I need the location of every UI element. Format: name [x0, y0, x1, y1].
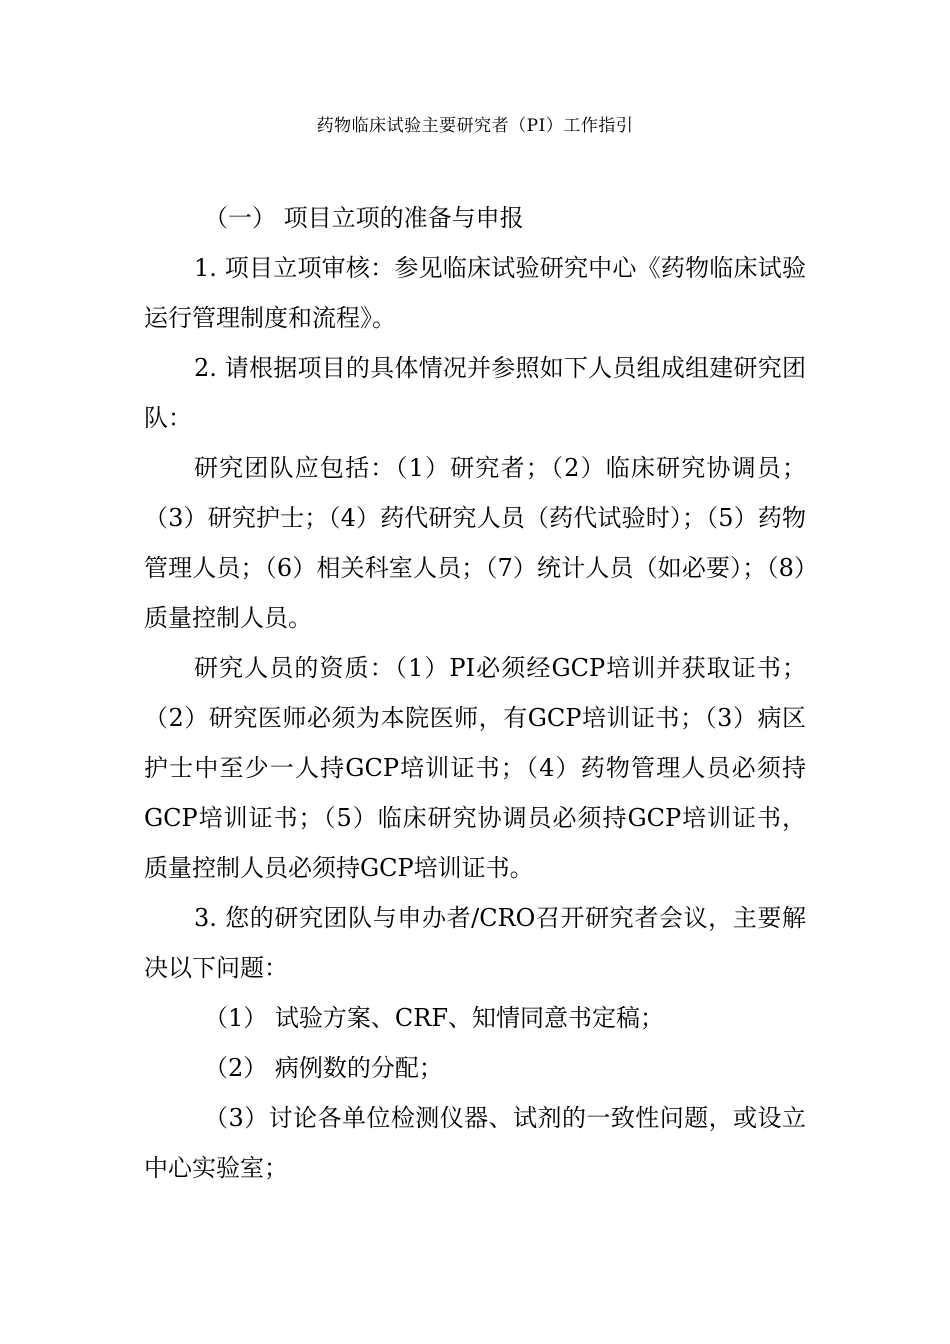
section-heading: （一） 项目立项的准备与申报	[204, 204, 524, 232]
paragraph-build-team: 2. 请根据项目的具体情况并参照如下人员组成组建研究团队：	[144, 354, 806, 432]
paragraph-qualifications: 研究人员的资质：（1）PI必须经GCP培训并获取证书；（2）研究医师必须为本院医师，有GCP培训证书；（3）病区护士中至少一人持GCP培训证书；（4）药物管理人员必须持GCP培训证书；（5）临床研究协调员必须持GCP培训证书，质量控制人员必须持GCP培训证书。	[144, 654, 806, 882]
document-body	[144, 193, 806, 1193]
list-item-protocol: （1） 试验方案、CRF、知情同意书定稿；	[204, 1004, 664, 1032]
document-title: 药物临床试验主要研究者（PI）工作指引	[316, 116, 634, 136]
paragraph-project-review: 1. 项目立项审核：参见临床试验研究中心《药物临床试验运行管理制度和流程》。	[144, 254, 806, 332]
paragraph-team-members: 研究团队应包括：（1）研究者；（2）临床研究协调员；（3）研究护士；（4）药代研究人员（药代试验时）；（5）药物管理人员；（6）相关科室人员；（7）统计人员（如必要）；（8）质量控制人员。	[144, 454, 806, 632]
list-item-lab-consistency: （3）讨论各单位检测仪器、试剂的一致性问题，或设立中心实验室；	[144, 1104, 806, 1182]
list-item-case-allocation: （2） 病例数的分配；	[204, 1054, 443, 1082]
paragraph-investigator-meeting: 3. 您的研究团队与申办者/CRO召开研究者会议，主要解决以下问题：	[144, 904, 806, 982]
